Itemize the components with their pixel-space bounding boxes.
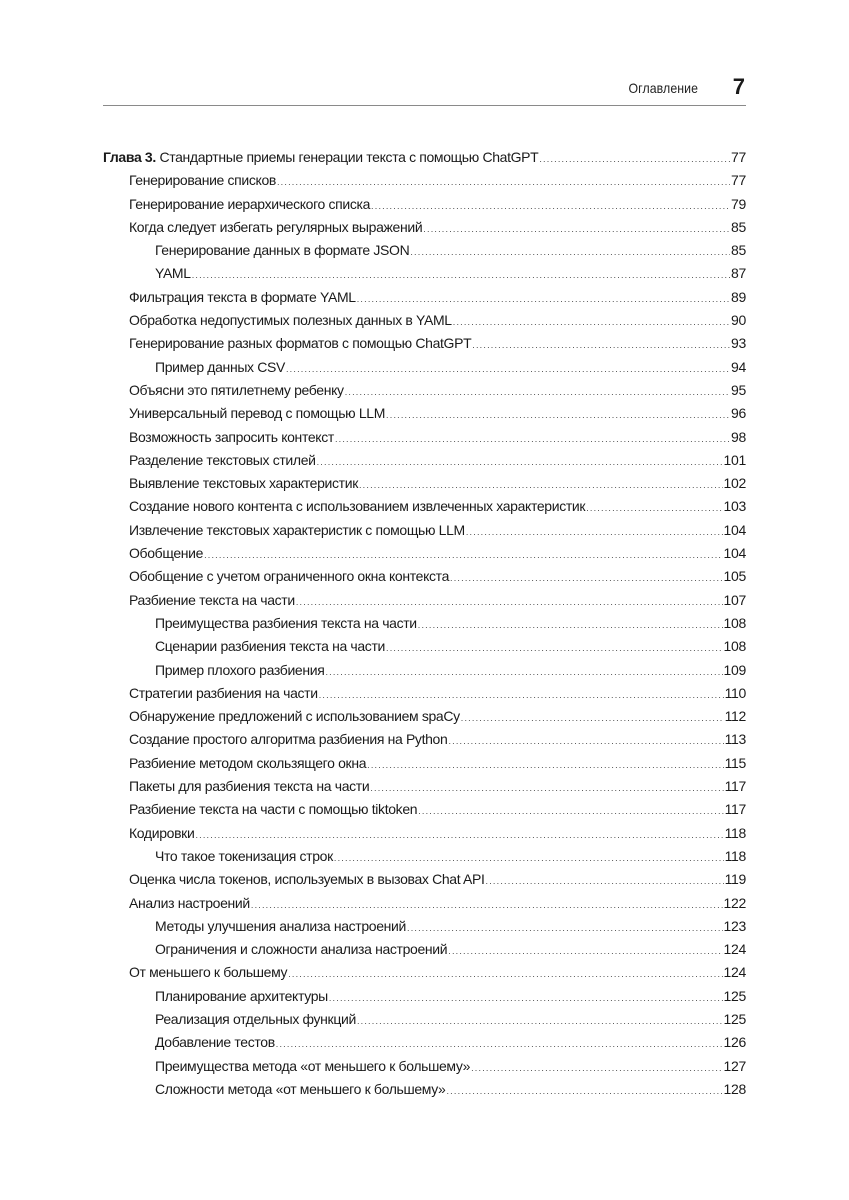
toc-entry[interactable] [103, 495, 746, 518]
toc-entry-page: 77 [731, 172, 746, 189]
dot-leader [446, 1080, 722, 1103]
toc-entry-title: Обобщение с учетом ограниченного окна контекста [129, 568, 450, 585]
toc-entry-page: 102 [723, 475, 746, 492]
dot-leader [288, 963, 722, 986]
dot-leader [357, 288, 730, 311]
dot-leader [251, 894, 723, 917]
toc-entry-page: 125 [723, 1010, 746, 1027]
toc-entry[interactable] [103, 332, 746, 355]
dot-leader [461, 707, 724, 730]
toc-entry-title: Обнаружение предложений с использованием spaCy [129, 708, 460, 725]
toc-entry[interactable] [103, 1078, 746, 1101]
toc-entry[interactable] [103, 472, 746, 495]
toc-entry[interactable] [103, 752, 746, 775]
toc-entry-title: Оценка числа токенов, используемых в вызовах Chat API [129, 871, 485, 888]
dot-leader [410, 241, 730, 264]
toc-entry-page: 126 [723, 1034, 746, 1051]
toc-entry[interactable] [103, 426, 746, 449]
dot-leader [586, 497, 722, 520]
toc-entry-title: Сложности метода «от меньшего к большему» [155, 1080, 446, 1097]
toc-entry-title: Сценарии разбиения текста на части [155, 638, 385, 655]
toc-entry[interactable] [103, 262, 746, 285]
toc-entry-title: Универсальный перевод с помощью LLM [129, 405, 386, 422]
toc-entry-title: Обобщение [129, 545, 204, 562]
toc-entry-title: Стратегии разбиения на части [129, 684, 318, 701]
dot-leader [448, 730, 723, 753]
toc-entry[interactable] [103, 915, 746, 938]
toc-entry-page: 104 [723, 545, 746, 562]
toc-entry-page: 118 [724, 824, 746, 841]
toc-entry-title [103, 146, 538, 169]
toc-entry-title: Разбиение текста на части [129, 591, 295, 608]
toc-entry-title: Создание простого алгоритма разбиения на Python [129, 731, 448, 748]
toc-entry-title: Что такое токенизация строк [155, 847, 333, 864]
toc-entry-title: Генерирование списков [129, 172, 276, 189]
toc-entry-title: Разделение текстовых стилей [129, 451, 316, 468]
toc-entry-title: Создание нового контента с использованием извлеченных характеристик [129, 498, 586, 515]
toc-entry[interactable] [103, 985, 746, 1008]
dot-leader [319, 684, 724, 707]
toc-entry-page: 96 [731, 405, 746, 422]
toc-entry[interactable] [103, 402, 746, 425]
toc-entry-title: Преимущества разбиения текста на части [155, 614, 417, 631]
toc-entry[interactable] [103, 169, 746, 192]
toc-entry-page: 93 [731, 335, 746, 352]
page-number: 7 [732, 74, 745, 99]
toc-entry-page: 124 [723, 941, 746, 958]
toc-entry-title: Генерирование разных форматов с помощью ChatGPT [129, 335, 472, 352]
dot-leader [370, 777, 723, 800]
chapter-label: Глава 3. [103, 149, 156, 165]
toc-entry[interactable] [103, 286, 746, 309]
toc-entry-title: Генерирование иерархического списка [129, 195, 371, 212]
toc-entry-page: 117 [724, 778, 746, 795]
toc-entry-title: Объясни это пятилетнему ребенку [129, 381, 344, 398]
toc-entry[interactable] [103, 239, 746, 262]
toc-entry-page: 98 [731, 428, 746, 445]
toc-entry-page: 122 [723, 894, 746, 911]
dot-leader [423, 218, 730, 241]
toc-entry[interactable] [103, 961, 746, 984]
toc-entry[interactable] [103, 892, 746, 915]
toc-entry-page: 107 [723, 591, 746, 608]
dot-leader [329, 987, 723, 1010]
toc-entry-page: 77 [731, 149, 746, 165]
dot-leader [418, 800, 723, 823]
dot-leader [204, 544, 722, 567]
toc-entry[interactable] [103, 1031, 746, 1054]
toc-entry-title: Планирование архитектуры [155, 987, 328, 1004]
toc-entry-title: Фильтрация текста в формате YAML [129, 288, 356, 305]
toc-entry-title: Разбиение методом скользящего окна [129, 754, 367, 771]
toc-entry[interactable] [103, 705, 746, 728]
toc-entry-page: 85 [731, 242, 746, 259]
dot-leader [486, 870, 724, 893]
toc-entry[interactable] [103, 565, 746, 588]
toc-entry[interactable] [103, 798, 746, 821]
toc-entry-title: Ограничения и сложности анализа настроений [155, 941, 448, 958]
toc-entry-page: 85 [731, 218, 746, 235]
toc-entry-title: Кодировки [129, 824, 195, 841]
toc-entry[interactable] [103, 519, 746, 542]
toc-entry-title: Пример данных CSV [155, 358, 285, 375]
toc-entry-page: 101 [723, 451, 746, 468]
dot-leader [371, 195, 730, 218]
toc-entry-title: Анализ настроений [129, 894, 250, 911]
dot-leader [334, 847, 724, 870]
running-title: Оглавление [628, 80, 698, 96]
dot-leader [471, 1057, 722, 1080]
dot-leader [335, 428, 730, 451]
toc-entry-page: 117 [724, 801, 746, 818]
toc-entry[interactable] [103, 1008, 746, 1031]
toc-entry-title: Преимущества метода «от меньшего к большему» [155, 1057, 471, 1074]
toc-entry[interactable] [103, 659, 746, 682]
toc-entry-page: 95 [731, 381, 746, 398]
toc-entry-title: Разбиение текста на части с помощью tiktoken [129, 801, 418, 818]
toc-entry[interactable] [103, 542, 746, 565]
dot-leader [418, 614, 723, 637]
dot-leader [453, 311, 730, 334]
toc-entry-page: 89 [731, 288, 746, 305]
toc-entry-title: Пакеты для разбиения текста на части [129, 778, 370, 795]
dot-leader [276, 1033, 723, 1056]
dot-leader [286, 358, 730, 381]
toc-entry[interactable] [103, 822, 746, 845]
toc-entry-page: 124 [723, 964, 746, 981]
header-divider [103, 105, 746, 106]
toc-entry[interactable] [103, 379, 746, 402]
toc-entry-page: 94 [731, 358, 746, 375]
toc-entry-page: 103 [723, 498, 746, 515]
toc-entry[interactable] [103, 216, 746, 239]
toc-entry[interactable] [103, 728, 746, 751]
toc-entry-page: 125 [723, 987, 746, 1004]
toc-entry-title: Выявление текстовых характеристик [129, 475, 358, 492]
dot-leader [407, 917, 723, 940]
toc-entry[interactable] [103, 775, 746, 798]
toc-entry-title: Когда следует избегать регулярных выражений [129, 218, 423, 235]
toc-entry[interactable] [103, 589, 746, 612]
toc-entry-page: 113 [724, 731, 746, 748]
toc-chapter-entry[interactable] [103, 146, 746, 169]
toc-entry-page: 127 [723, 1057, 746, 1074]
toc-entry[interactable] [103, 938, 746, 961]
toc-entry[interactable] [103, 612, 746, 635]
dot-leader [357, 1010, 723, 1033]
toc-entry-page: 109 [723, 661, 746, 678]
toc-entry-page: 119 [724, 871, 746, 888]
dot-leader [466, 521, 723, 544]
dot-leader [448, 940, 722, 963]
toc-entry-title: YAML [155, 265, 191, 282]
dot-leader [296, 591, 723, 614]
toc-entry-page: 104 [723, 521, 746, 538]
toc-entry[interactable] [103, 868, 746, 891]
dot-leader [325, 661, 722, 684]
running-head [103, 74, 745, 104]
toc-entry[interactable] [103, 193, 746, 216]
toc-entry-page: 108 [723, 614, 746, 631]
toc-entry-title: Обработка недопустимых полезных данных в YAML [129, 312, 452, 329]
toc-entry[interactable] [103, 449, 746, 472]
toc-entry-title: Методы улучшения анализа настроений [155, 917, 406, 934]
toc-entry-title: Возможность запросить контекст [129, 428, 334, 445]
table-of-contents [103, 146, 746, 1101]
dot-leader [192, 264, 730, 287]
toc-entry-page: 118 [724, 847, 746, 864]
dot-leader [472, 334, 730, 357]
toc-entry[interactable] [103, 356, 746, 379]
toc-entry-page: 112 [724, 708, 746, 725]
toc-entry-title: Генерирование данных в формате JSON [155, 242, 410, 259]
toc-entry-page: 79 [731, 195, 746, 212]
toc-entry[interactable] [103, 1055, 746, 1078]
dot-leader [386, 637, 723, 660]
toc-entry-page: 87 [731, 265, 746, 282]
dot-leader [195, 824, 723, 847]
toc-entry[interactable] [103, 309, 746, 332]
chapter-title: Стандартные приемы генерации текста с помощью ChatGPT [155, 149, 539, 165]
toc-entry[interactable] [103, 845, 746, 868]
toc-entry-page: 123 [723, 917, 746, 934]
toc-entry-title: Пример плохого разбиения [155, 661, 325, 678]
dot-leader [367, 754, 723, 777]
dot-leader [450, 567, 723, 590]
toc-entry-page: 115 [724, 754, 746, 771]
toc-entry-title: Реализация отдельных функций [155, 1010, 356, 1027]
dot-leader [386, 404, 730, 427]
toc-entry-title: Добавление тестов [155, 1034, 275, 1051]
toc-entry-page: 128 [723, 1080, 746, 1097]
dot-leader [277, 171, 730, 194]
toc-entry-title: От меньшего к большему [129, 964, 288, 981]
toc-entry-page: 105 [723, 568, 746, 585]
toc-entry-title: Извлечение текстовых характеристик с помощью LLM [129, 521, 465, 538]
toc-entry-page: 90 [731, 312, 746, 329]
toc-entry-page: 108 [723, 638, 746, 655]
toc-entry[interactable] [103, 682, 746, 705]
dot-leader [317, 451, 723, 474]
dot-leader [359, 474, 723, 497]
toc-entry[interactable] [103, 635, 746, 658]
toc-entry-page: 110 [724, 684, 746, 701]
dot-leader [345, 381, 730, 404]
dot-leader [539, 148, 730, 171]
